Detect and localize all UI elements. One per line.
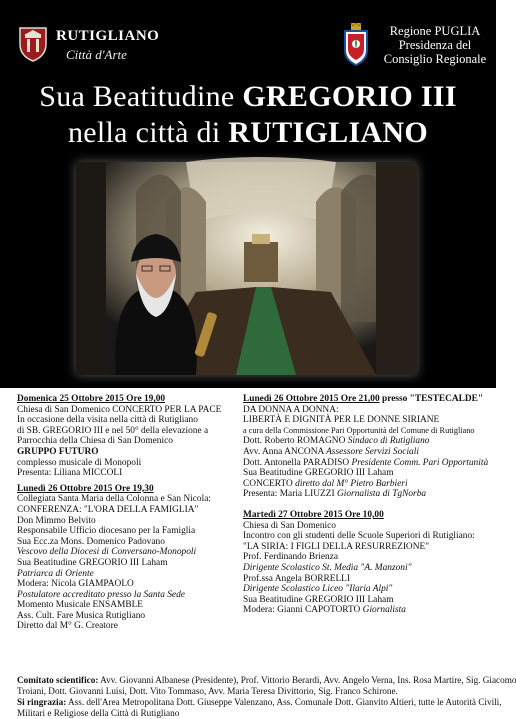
event-line: Responsabile Ufficio diocesano per la Famiglia [17,526,196,537]
event-date: Lunedì 26 Ottobre 2015 Ore 19,30 [17,483,154,494]
title-line-2-prefix: nella città di [68,116,229,149]
event-line: Momento Musicale ENSAMBLE [17,600,144,611]
event-date: Martedì 27 Ottobre 2015 Ore 10,00 [243,509,384,520]
event-line: Dirigente Scolastico Liceo "Ilaria Alpi" [243,584,393,595]
event-date [243,394,488,405]
speaker-name: Presenta: Maria LIUZZI [243,489,337,500]
committee-line: Troiani, Dott. Giovanni Luisi, Dott. Vito Tommaso, Avv. Maria Teresa Divittorio, Sig. Franco Schirone. [17,686,398,696]
speaker-role: Giornalista di TgNorba [336,489,427,500]
committee-line [17,675,516,686]
rutigliano-shield-icon [18,26,48,62]
event-line: complesso musicale di Monopoli [17,457,142,468]
speaker-role: Presidente Comm. Pari Opportunità [351,457,489,468]
thanks-line [17,697,502,708]
event-line [243,489,488,500]
event-line: "LA SIRIA: I FIGLI DELLA RESURREZIONE" [243,541,430,552]
event-line: Vescovo della Diocesi di Conversano-Monopoli [17,547,197,558]
thanks-line: Militari e Religiose della Città di Rutigliano [17,708,180,718]
speaker-role: Assessore Servizi Sociali [326,446,419,457]
event-line: Prof. Ferdinando Brienza [243,552,339,563]
event-line: Modera: Nicola GIAMPAOLO [17,579,134,590]
event-line: Dirigente Scolastico St. Media "A. Manzoni" [243,562,412,573]
title-line-2 [0,116,496,150]
region-line: Regione PUGLIA [389,24,481,38]
speaker-role: diretto dal M° Pietro Barbieri [295,478,408,489]
title-line-1 [0,80,496,114]
event-line [243,447,488,458]
event-date-text: Lunedì 26 Ottobre 2015 Ore 21,00 [243,394,380,404]
event-line [243,605,488,616]
puglia-region-shield-icon [342,22,370,66]
left-column [17,394,245,632]
event-line: Sua Ecc.za Mons. Domenico Padovano [17,536,165,547]
thanks-text: Ass. dell'Area Metropolitana Dott. Giuseppe Valenzano, Ass. Comunale Dott. Gianvito Altieri, tutte le Autorità Civili, [66,697,502,707]
region-line: Presidenza del [398,38,472,52]
title-line-1-prefix: Sua Beatitudine [39,80,243,113]
event-line: Prof.ssa Angela BORRELLI [243,573,351,584]
event-line: DA DONNA A DONNA: [243,404,339,415]
speaker-name: Avv. Anna ANCONA [243,446,327,457]
thanks-label: Si ringrazia: [17,697,67,707]
event-venue: presso "TESTECALDE" [379,394,484,404]
region-line: Consiglio Regionale [383,52,487,66]
event-line: Patriarca di Oriente [17,568,94,579]
speaker-role: Giornalista [362,605,406,616]
event-line: GRUPPO FUTURO [17,446,99,457]
event-line: Chiesa di San Domenico CONCERTO PER LA PACE [17,404,222,415]
event-line: Incontro con gli studenti delle Scuole Superiori di Rutigliano: [243,531,475,542]
committee-label: Comitato scientifico: [17,675,99,685]
event-line [243,479,488,490]
speaker-name: CONCERTO [243,478,296,489]
title-line-1-name: GREGORIO III [242,80,457,113]
region-label [380,24,490,66]
committee-text: Avv. Giovanni Albanese (Presidente), Prof. Vittorio Berardi, Avv. Angelo Verna, Ins. Rosa Martire, Sig. Giacomo [98,675,516,685]
event-line: Sua Beatitudine GREGORIO III Laham [17,557,168,568]
church-interior-photo [76,162,417,375]
event-line: Ass. Cult. Fare Musica Rutigliano [17,610,146,621]
event-line: Parrocchia della Chiesa di San Domenico [17,436,173,447]
right-column [243,394,488,616]
speaker-name: Dott. Roberto ROMAGNO [243,436,348,447]
event-line: Diretto dal M° G. Creatore [17,621,118,632]
event-line: Sua Beatitudine GREGORIO III Laham [243,468,394,479]
event-date: Domenica 25 Ottobre 2015 Ore 19,00 [17,394,166,404]
event-line: CONFERENZA: "L'ORA DELLA FAMIGLIA" [17,504,199,515]
event-line: Collegiata Santa Maria della Colonna e San Nicola: [17,494,211,505]
town-subtitle: Città d'Arte [66,47,127,62]
event-line: Sua Beatitudine GREGORIO III Laham [243,594,394,605]
event-line: a cura della Commissione Pari Opportunità del Comune di Rutigliano [243,425,475,435]
event-line [243,458,488,469]
event-line: Postulatore accreditato presso la Santa Sede [17,589,185,600]
speaker-name: Modera: Gianni CAPOTORTO [243,605,363,616]
town-name: RUTIGLIANO [56,28,160,44]
event-line: Don Mimmo Belvito [17,515,96,526]
event-line: LIBERTÀ E DIGNITÀ PER LE DONNE SIRIANE [243,415,440,426]
event-line: Presenta: Liliana MICCOLI [17,468,123,479]
event-line: Chiesa di San Domenico [243,520,336,531]
speaker-name: Dott. Antonella PARADISO [243,457,352,468]
speaker-role: Sindaco di Rutigliano [347,436,430,447]
event-line [243,436,488,447]
event-line: di SB. GREGORIO III e nel 50° della elevazione a [17,425,209,436]
title-line-2-name: RUTIGLIANO [228,116,428,149]
event-line: In occasione della visita nella città di Rutigliano [17,415,198,426]
footer [17,675,516,719]
